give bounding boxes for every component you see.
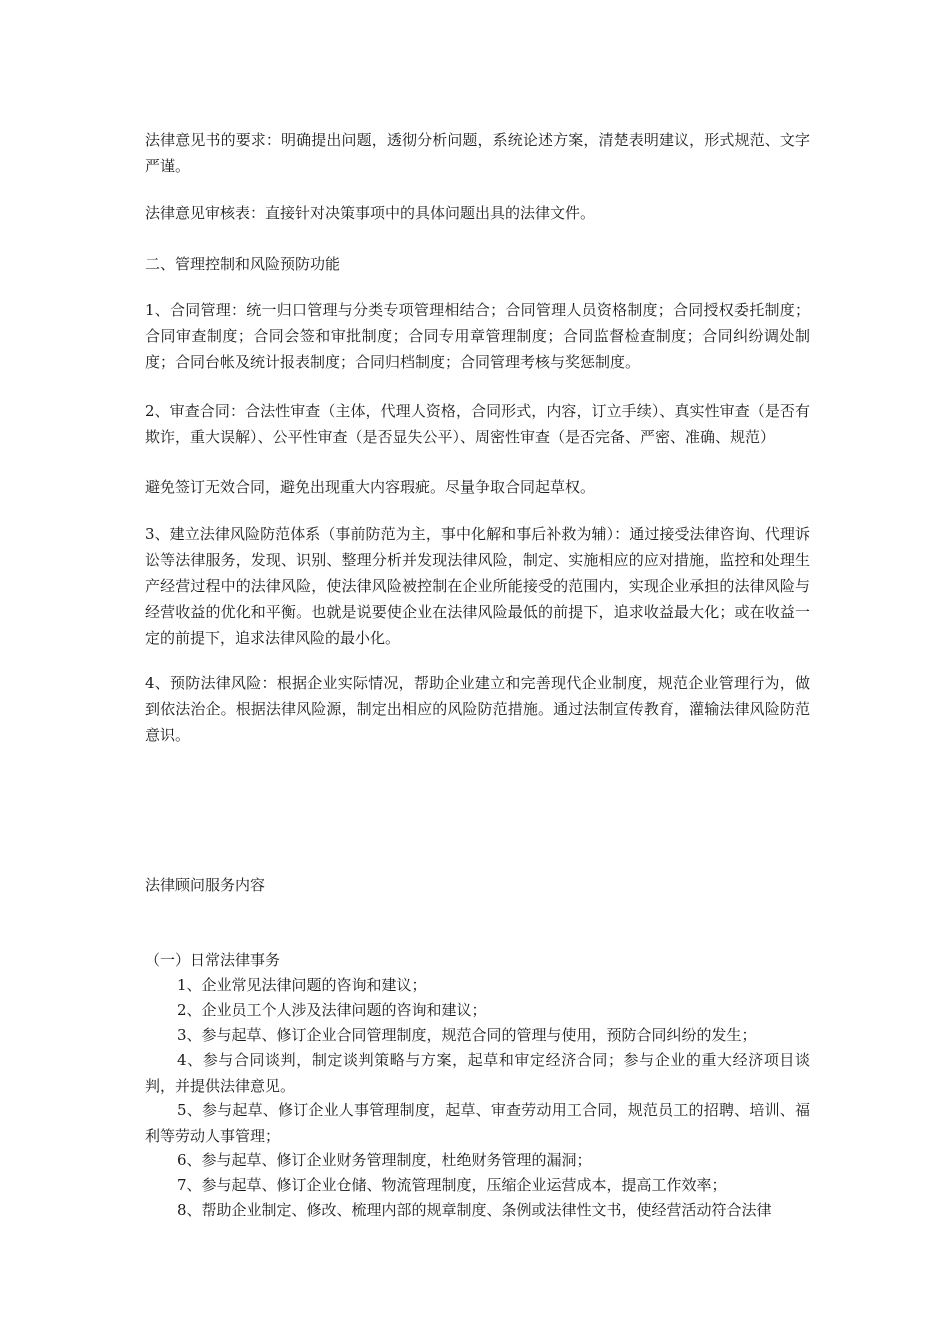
list-item: 6、参与起草、修订企业财务管理制度，杜绝财务管理的漏洞； bbox=[177, 1151, 592, 1169]
contract-management-paragraph: 1、合同管理：统一归口管理与分类专项管理相结合；合同管理人员资格制度；合同授权委托制度；合同审查制度；合同会签和审批制度；合同专用章管理制度；合同监督检查制度；合同纠纷调处制度；合同台帐及统计报表制度；合同归档制度；合同管理考核与奖惩制度。 bbox=[145, 301, 810, 371]
list-item: 5、参与起草、修订企业人事管理制度，起草、审查劳动用工合同，规范员工的招聘、培训、福利等劳动人事管理； bbox=[145, 1101, 810, 1145]
list-item: 7、参与起草、修订企业仓储、物流管理制度，压缩企业运营成本，提高工作效率； bbox=[177, 1176, 727, 1194]
risk-prevention-system-paragraph: 3、建立法律风险防范体系（事前防范为主，事中化解和事后补救为辅）：通过接受法律咨询、代理诉讼等法律服务，发现、识别、整理分析并发现法律风险，制定、实施相应的应对措施，监控和处理生产经营过程中的法律风险，使法律风险被控制在企业所能接受的范围内，实现企业承担的法律风险与经营收益的优化和平衡。也就是说要使企业在法律风险最低的前提下，追求收益最大化；或在收益一定的前提下，追求法律风险的最小化。 bbox=[145, 525, 810, 647]
list-item: 2、企业员工个人涉及法律问题的咨询和建议； bbox=[177, 1001, 487, 1019]
prevent-legal-risk-paragraph: 4、预防法律风险：根据企业实际情况，帮助企业建立和完善现代企业制度，规范企业管理行为，做到依法治企。根据法律风险源，制定出相应的风险防范措施。通过法制宣传教育，灌输法律风险防范意识。 bbox=[145, 674, 810, 744]
opinion-review-form-paragraph: 法律意见审核表：直接针对决策事项中的具体问题出具的法律文件。 bbox=[145, 204, 596, 222]
opinion-requirements-paragraph: 法律意见书的要求：明确提出问题，透彻分析问题，系统论述方案，清楚表明建议，形式规范、文字严谨。 bbox=[145, 131, 810, 175]
section-heading-counsel-services: 法律顾问服务内容 bbox=[145, 876, 266, 894]
avoid-invalid-contract-paragraph: 避免签订无效合同，避免出现重大内容瑕疵。尽量争取合同起草权。 bbox=[145, 478, 596, 496]
list-item: 3、参与起草、修订企业合同管理制度，规范合同的管理与使用，预防合同纠纷的发生； bbox=[177, 1026, 757, 1044]
contract-review-paragraph: 2、审查合同：合法性审查（主体，代理人资格，合同形式，内容，订立手续）、真实性审查（是否有欺诈，重大误解）、公平性审查（是否显失公平）、周密性审查（是否完备、严密、准确、规范） bbox=[145, 402, 810, 446]
section-heading-management-control: 二、管理控制和风险预防功能 bbox=[145, 255, 341, 273]
list-item: 1、企业常见法律问题的咨询和建议； bbox=[177, 976, 427, 994]
list-item: 4、参与合同谈判，制定谈判策略与方案，起草和审定经济合同；参与企业的重大经济项目谈判，并提供法律意见。 bbox=[145, 1051, 810, 1095]
subsection-heading-daily-affairs: （一）日常法律事务 bbox=[145, 951, 281, 969]
list-item: 8、帮助企业制定、修改、梳理内部的规章制度、条例或法律性文书，使经营活动符合法律 bbox=[177, 1201, 772, 1219]
